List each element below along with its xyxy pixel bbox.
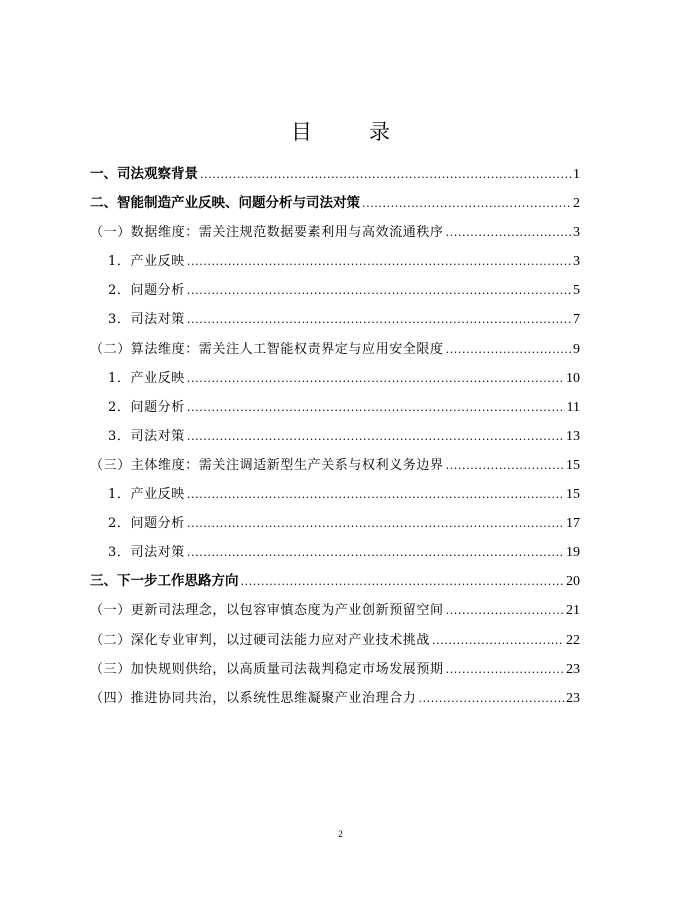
table-of-contents	[90, 160, 580, 713]
toc-entry-page: 23	[566, 690, 580, 706]
toc-entry-label: 1．产业反映	[108, 254, 185, 270]
toc-entry-label: 3．司法对策	[108, 428, 185, 444]
toc-entry	[90, 189, 580, 218]
toc-entry-label: 3．司法对策	[108, 312, 185, 328]
dot-leader	[187, 393, 565, 422]
toc-entry-page: 2	[573, 196, 580, 212]
dot-leader	[187, 422, 564, 451]
toc-entry	[90, 538, 580, 567]
toc-entry-page: 21	[566, 603, 580, 619]
dot-leader	[187, 538, 564, 567]
toc-entry	[90, 335, 580, 364]
dot-leader	[446, 655, 564, 684]
toc-entry-page: 15	[566, 487, 580, 503]
toc-entry-label: 一、司法观察背景	[90, 166, 198, 182]
toc-entry-label: （四）推进协同共治，以系统性思维凝聚产业治理合力	[90, 690, 417, 706]
toc-entry	[90, 276, 580, 305]
dot-leader	[446, 335, 571, 364]
toc-entry-page: 9	[573, 341, 580, 357]
toc-entry	[90, 684, 580, 713]
toc-entry-label: （一）数据维度：需关注规范数据要素利用与高效流通秩序	[90, 225, 444, 241]
dot-leader	[432, 626, 564, 655]
dot-leader	[187, 509, 564, 538]
dot-leader	[446, 451, 564, 480]
dot-leader	[187, 364, 564, 393]
toc-entry	[90, 247, 580, 276]
dot-leader	[241, 567, 565, 596]
dot-leader	[187, 480, 564, 509]
toc-entry	[90, 364, 580, 393]
toc-entry-label: 3．司法对策	[108, 545, 185, 561]
toc-entry-page: 20	[566, 574, 580, 590]
dot-leader	[187, 305, 571, 334]
toc-entry-label: （二）深化专业审判，以过硬司法能力应对产业技术挑战	[90, 632, 431, 648]
toc-entry-page: 3	[573, 225, 580, 241]
dot-leader	[200, 160, 571, 189]
toc-entry	[90, 218, 580, 247]
toc-entry-page: 11	[566, 399, 580, 415]
toc-entry	[90, 160, 580, 189]
toc-entry-label: 三、下一步工作思路方向	[90, 573, 239, 590]
dot-leader	[418, 684, 564, 713]
toc-entry	[90, 305, 580, 334]
toc-entry-label: （二）算法维度：需关注人工智能权责界定与应用安全限度	[90, 341, 444, 357]
toc-entry-label: （三）主体维度：需关注调适新型生产关系与权利义务边界	[90, 457, 444, 473]
dot-leader	[187, 247, 571, 276]
toc-entry-page: 17	[566, 516, 580, 532]
toc-entry-page: 1	[573, 167, 580, 182]
toc-entry-page: 3	[573, 254, 580, 270]
toc-entry	[90, 655, 580, 684]
page-title: 目 录	[291, 120, 408, 144]
toc-entry-page: 22	[566, 632, 580, 648]
toc-entry-label: （三）加快规则供给，以高质量司法裁判稳定市场发展预期	[90, 661, 444, 677]
toc-entry-page: 15	[566, 457, 580, 473]
toc-entry-label: 二、智能制造产业反映、问题分析与司法对策	[90, 195, 360, 212]
toc-entry	[90, 451, 580, 480]
dot-leader	[446, 218, 571, 247]
toc-entry-label: 2．问题分析	[108, 283, 185, 299]
toc-entry-label: 2．问题分析	[108, 399, 185, 415]
toc-entry-label: 2．问题分析	[108, 516, 185, 532]
toc-entry	[90, 596, 580, 625]
toc-entry	[90, 626, 580, 655]
page-number: 2	[338, 829, 343, 839]
toc-entry-page: 19	[566, 545, 580, 561]
toc-entry	[90, 567, 580, 596]
toc-entry-page: 10	[566, 370, 580, 386]
toc-entry	[90, 393, 580, 422]
toc-entry-label: （一）更新司法理念，以包容审慎态度为产业创新预留空间	[90, 603, 444, 619]
toc-entry-page: 13	[566, 428, 580, 444]
dot-leader	[187, 276, 571, 305]
toc-entry-label: 1．产业反映	[108, 487, 185, 503]
toc-entry-page: 7	[573, 312, 580, 328]
dot-leader	[362, 189, 571, 218]
toc-entry-label: 1．产业反映	[108, 370, 185, 386]
toc-entry-page: 5	[573, 283, 580, 299]
toc-entry	[90, 480, 580, 509]
toc-entry	[90, 422, 580, 451]
toc-entry	[90, 509, 580, 538]
dot-leader	[446, 596, 564, 625]
toc-entry-page: 23	[566, 661, 580, 677]
